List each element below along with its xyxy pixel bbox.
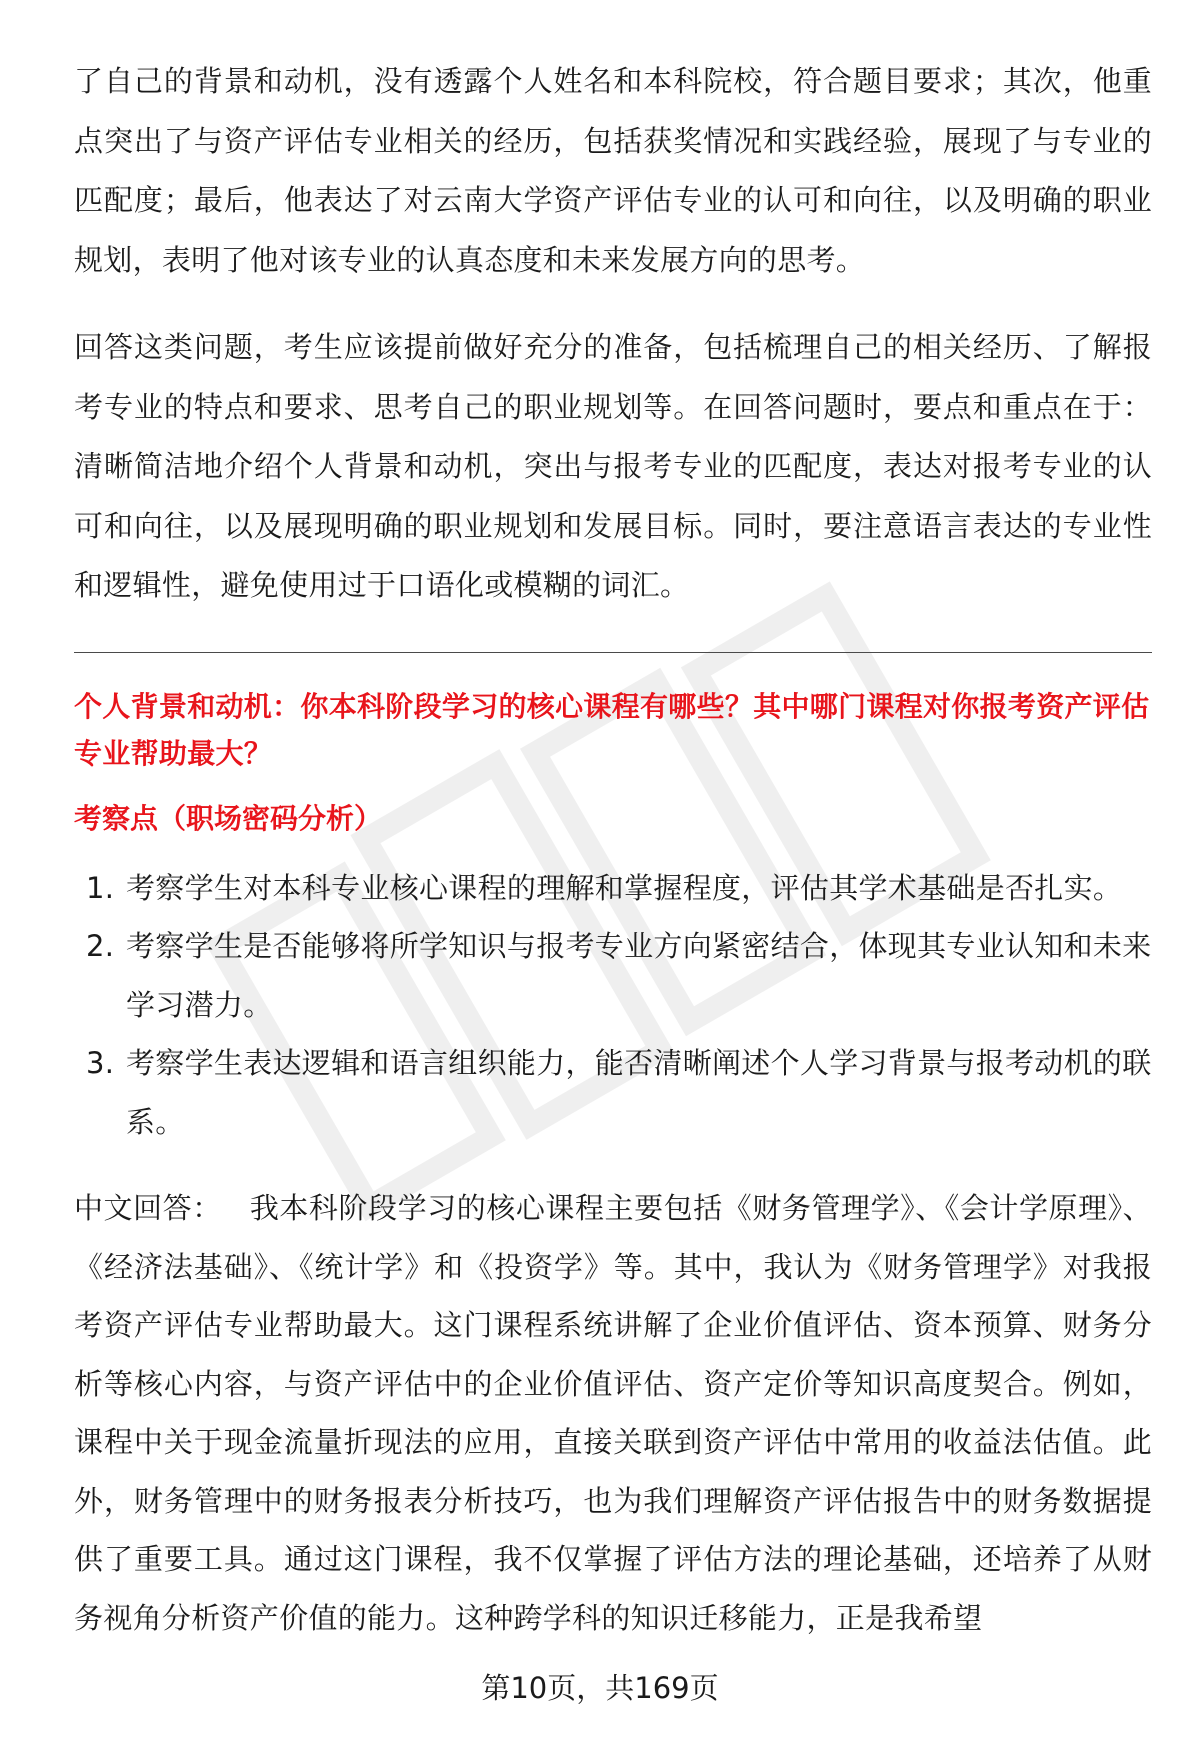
chinese-answer bbox=[74, 1179, 1152, 1647]
assessment-points-list bbox=[74, 859, 1152, 1152]
answer-text: 我本科阶段学习的核心课程主要包括《财务管理学》、《会计学原理》、《经济法基础》、《统计学》和《投资学》等。其中，我认为《财务管理学》对我报考资产评估专业帮助最大。这门课程系统讲解了企业价值评估、资本预算、财务分析等核心内容，与资产评估中的企业价值评估、资产定价等知识高度契合。例如，课程中关于现金流量折现法的应用，直接关联到资产评估中常用的收益法估值。此外，财务管理中的财务报表分析技巧，也为我们理解资产评估报告中的财务数据提供了重要工具。通过这门课程，我不仅掌握了评估方法的理论基础，还培养了从财务视角分析资产价值的能力。这种跨学科的知识迁移能力，正是我希望 bbox=[74, 1191, 1152, 1635]
list-item-number: 1. bbox=[86, 870, 115, 905]
list-item-number: 3. bbox=[86, 1046, 115, 1080]
assessment-points-heading: 考察点（职场密码分析） bbox=[74, 801, 383, 835]
list-item bbox=[74, 859, 1152, 918]
list-item-text: 考察学生对本科专业核心课程的理解和掌握程度，评估其学术基础是否扎实。 bbox=[126, 870, 1123, 905]
paragraph-answer-tips: 回答这类问题，考生应该提前做好充分的准备，包括梳理自己的相关经历、了解报考专业的特点和要求、思考自己的职业规划等。在回答问题时，要点和重点在于：清晰简洁地介绍个人背景和动机，突出与报考专业的匹配度，表达对报考专业的认可和向往，以及展现明确的职业规划和发展目标。同时，要注意语言表达的专业性和逻辑性，避免使用过于口语化或模糊的词汇。 bbox=[74, 330, 1152, 602]
list-item bbox=[74, 1034, 1152, 1151]
list-item bbox=[74, 917, 1152, 1034]
list-item-text: 考察学生表达逻辑和语言组织能力，能否清晰阐述个人学习背景与报考动机的联系。 bbox=[126, 1046, 1152, 1139]
section-divider bbox=[74, 652, 1152, 653]
page-number: 第10页，共169页 bbox=[481, 1671, 719, 1705]
list-item-text: 考察学生是否能够将所学知识与报考专业方向紧密结合，体现其专业认知和未来学习潜力。 bbox=[126, 929, 1152, 1022]
question-heading: 个人背景和动机：你本科阶段学习的核心课程有哪些？其中哪门课程对你报考资产评估专业帮助最大？ bbox=[74, 689, 1150, 770]
list-item-number: 2. bbox=[86, 929, 115, 963]
document-body bbox=[74, 52, 1152, 1647]
paragraph-analysis-continued: 了自己的背景和动机，没有透露个人姓名和本科院校，符合题目要求；其次，他重点突出了与资产评估专业相关的经历，包括获奖情况和实践经验，展现了与专业的匹配度；最后，他表达了对云南大学资产评估专业的认可和向往，以及明确的职业规划，表明了他对该专业的认真态度和未来发展方向的思考。 bbox=[74, 64, 1152, 277]
answer-label: 中文回答： bbox=[74, 1191, 222, 1225]
